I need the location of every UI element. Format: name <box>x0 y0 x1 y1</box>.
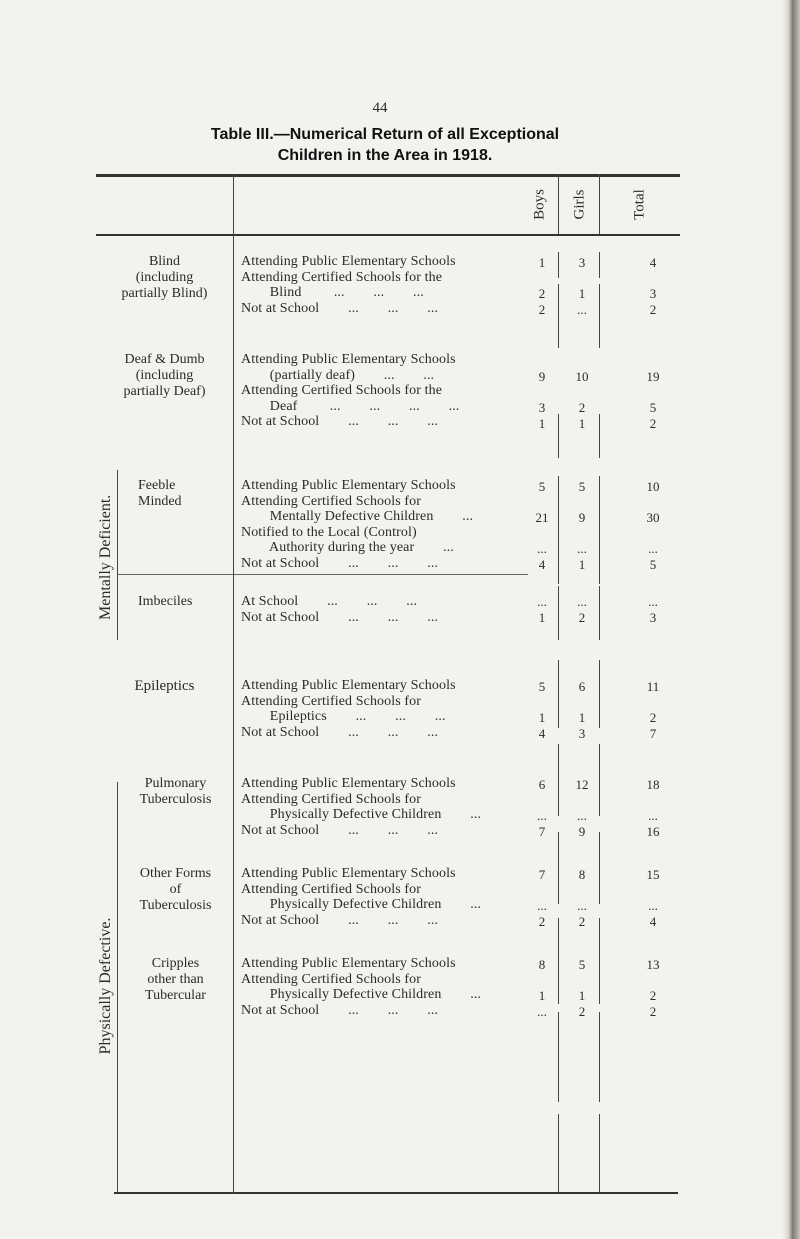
cell-rule <box>558 414 559 458</box>
description-epileptics: Attending Public Elementary Schools Attending Certified Schools for Epileptics ... ... ... Not at School ... ... ... <box>241 678 456 740</box>
cell-boys: ... <box>537 541 547 556</box>
cell-total: ... <box>648 898 658 913</box>
cell-total: 2 <box>649 988 657 1003</box>
cell-rule <box>558 476 559 584</box>
cell-boys: 5 <box>538 679 546 694</box>
group-label-physically-defective: Physically Defective. <box>97 917 114 1055</box>
cell-girls: ... <box>577 808 587 823</box>
cell-girls: 9 <box>578 510 586 525</box>
cell-girls: 3 <box>578 255 586 270</box>
cell-girls: 3 <box>578 726 586 741</box>
exceptional-children-table <box>96 174 680 1194</box>
cell-boys: 1 <box>538 255 546 270</box>
page-edge-shadow <box>782 0 800 1239</box>
page-number: 44 <box>372 100 388 116</box>
cell-total: 3 <box>649 610 657 625</box>
description-deaf-dumb: Attending Public Elementary Schools (partially deaf) ... ... Attending Certified Schools for the Deaf ... ... ... ... Not at School ... ... ... <box>241 352 460 429</box>
cell-rule <box>599 476 600 584</box>
cell-girls: 2 <box>578 1004 586 1019</box>
description-feeble-minded: Attending Public Elementary Schools Attending Certified Schools for Mentally Defective Children ... Notified to the Local (Control) Authority during the year ... Not at School ... ... ... <box>241 478 474 571</box>
cell-rule <box>558 660 559 728</box>
cell-rule <box>599 660 600 728</box>
cell-total: 16 <box>646 824 660 839</box>
column-rule-girls <box>599 174 600 234</box>
cell-boys: 1 <box>538 988 546 1003</box>
cell-girls: 12 <box>575 777 589 792</box>
header-boys: Boys <box>531 189 548 220</box>
cell-total: 11 <box>646 679 660 694</box>
cell-total: 7 <box>649 726 657 741</box>
bottom-rule <box>114 1192 678 1194</box>
cell-boys: 6 <box>538 777 546 792</box>
cell-rule <box>599 832 600 904</box>
cell-rule <box>558 832 559 904</box>
header-total: Total <box>631 189 648 220</box>
cell-total: 4 <box>649 255 657 270</box>
cell-total: ... <box>648 594 658 609</box>
cell-girls: 2 <box>578 610 586 625</box>
header-girls: Girls <box>571 189 588 220</box>
header-rule <box>96 234 680 236</box>
imbeciles-separator <box>118 574 528 575</box>
cell-girls: ... <box>577 302 587 317</box>
cell-total: 2 <box>649 416 657 431</box>
cell-rule <box>558 284 559 348</box>
column-rule-1 <box>233 174 234 1194</box>
cell-girls: 1 <box>578 710 586 725</box>
cell-boys: 2 <box>538 286 546 301</box>
description-imbeciles: At School ... ... ... Not at School ... ... ... <box>241 594 439 625</box>
cell-total: 19 <box>646 369 660 384</box>
cell-total: 5 <box>649 557 657 572</box>
cell-rule <box>599 744 600 816</box>
cell-girls: 10 <box>575 369 589 384</box>
cell-girls: ... <box>577 594 587 609</box>
cell-rule <box>558 918 559 1004</box>
category-pulmonary-tuberculosis: Pulmonary Tuberculosis <box>139 776 212 807</box>
cell-boys: 3 <box>538 400 546 415</box>
cell-total: 2 <box>649 302 657 317</box>
cell-rule <box>599 252 600 278</box>
cell-boys: ... <box>537 1004 547 1019</box>
category-epileptics: Epileptics <box>134 678 195 694</box>
cell-boys: 21 <box>535 510 549 525</box>
cell-rule <box>558 744 559 816</box>
cell-rule <box>599 1012 600 1102</box>
cell-rule <box>558 1012 559 1102</box>
cell-total: 30 <box>646 510 660 525</box>
cell-total: 5 <box>649 400 657 415</box>
description-blind: Attending Public Elementary Schools Attending Certified Schools for the Blind ... ... ... Not at School ... ... ... <box>241 254 456 316</box>
cell-girls: ... <box>577 898 587 913</box>
category-blind: Blind (including partially Blind) <box>121 254 208 301</box>
description-pulmonary-tuberculosis: Attending Public Elementary Schools Attending Certified Schools for Physically Defective Children ... Not at School ... ... ... <box>241 776 482 838</box>
cell-total: 13 <box>646 957 660 972</box>
cell-rule <box>599 918 600 1004</box>
category-other-tuberculosis: Other Forms of Tuberculosis <box>139 866 212 913</box>
cell-boys: 4 <box>538 726 546 741</box>
category-imbeciles: Imbeciles <box>138 594 193 609</box>
cell-boys: 1 <box>538 416 546 431</box>
group-label-mentally-deficient: Mentally Deficient. <box>97 494 114 620</box>
table-title-line-2: Children in the Area in 1918. <box>277 147 493 164</box>
cell-rule <box>599 414 600 458</box>
cell-boys: 9 <box>538 369 546 384</box>
cell-rule <box>558 1114 559 1192</box>
cell-rule <box>599 1114 600 1192</box>
cell-girls: 5 <box>578 479 586 494</box>
description-cripples: Attending Public Elementary Schools Attending Certified Schools for Physically Defective Children ... Not at School ... ... ... <box>241 956 482 1018</box>
cell-girls: 6 <box>578 679 586 694</box>
cell-girls: 9 <box>578 824 586 839</box>
cell-boys: 7 <box>538 867 546 882</box>
cell-boys: 4 <box>538 557 546 572</box>
category-feeble-minded: Feeble Minded <box>138 478 182 509</box>
cell-boys: 5 <box>538 479 546 494</box>
cell-total: 10 <box>646 479 660 494</box>
cell-boys: 2 <box>538 914 546 929</box>
cell-boys: 1 <box>538 710 546 725</box>
cell-rule <box>558 252 559 278</box>
cell-total: 3 <box>649 286 657 301</box>
cell-girls: 2 <box>578 914 586 929</box>
group-rule-mental <box>117 470 118 640</box>
cell-boys: ... <box>537 898 547 913</box>
cell-boys: 7 <box>538 824 546 839</box>
cell-girls: ... <box>577 541 587 556</box>
cell-total: 15 <box>646 867 660 882</box>
cell-rule <box>558 586 559 640</box>
cell-girls: 1 <box>578 286 586 301</box>
cell-total: 2 <box>649 1004 657 1019</box>
cell-boys: ... <box>537 594 547 609</box>
cell-girls: 1 <box>578 988 586 1003</box>
description-other-tuberculosis: Attending Public Elementary Schools Attending Certified Schools for Physically Defective Children ... Not at School ... ... ... <box>241 866 482 928</box>
cell-rule <box>599 586 600 640</box>
cell-girls: 8 <box>578 867 586 882</box>
cell-total: 4 <box>649 914 657 929</box>
table-title-line-1: Table III.—Numerical Return of all Exceptional <box>210 126 560 143</box>
cell-total: 18 <box>646 777 660 792</box>
cell-girls: 1 <box>578 557 586 572</box>
cell-boys: ... <box>537 808 547 823</box>
cell-girls: 5 <box>578 957 586 972</box>
cell-boys: 1 <box>538 610 546 625</box>
column-rule-boys <box>558 174 559 234</box>
cell-boys: 8 <box>538 957 546 972</box>
cell-total: 2 <box>649 710 657 725</box>
cell-girls: 2 <box>578 400 586 415</box>
cell-total: ... <box>648 541 658 556</box>
category-deaf-dumb: Deaf & Dumb (including partially Deaf) <box>123 352 206 399</box>
cell-boys: 2 <box>538 302 546 317</box>
cell-girls: 1 <box>578 416 586 431</box>
cell-rule <box>599 284 600 348</box>
cell-total: ... <box>648 808 658 823</box>
category-cripples: Cripples other than Tubercular <box>145 956 206 1003</box>
top-rule <box>96 174 680 177</box>
